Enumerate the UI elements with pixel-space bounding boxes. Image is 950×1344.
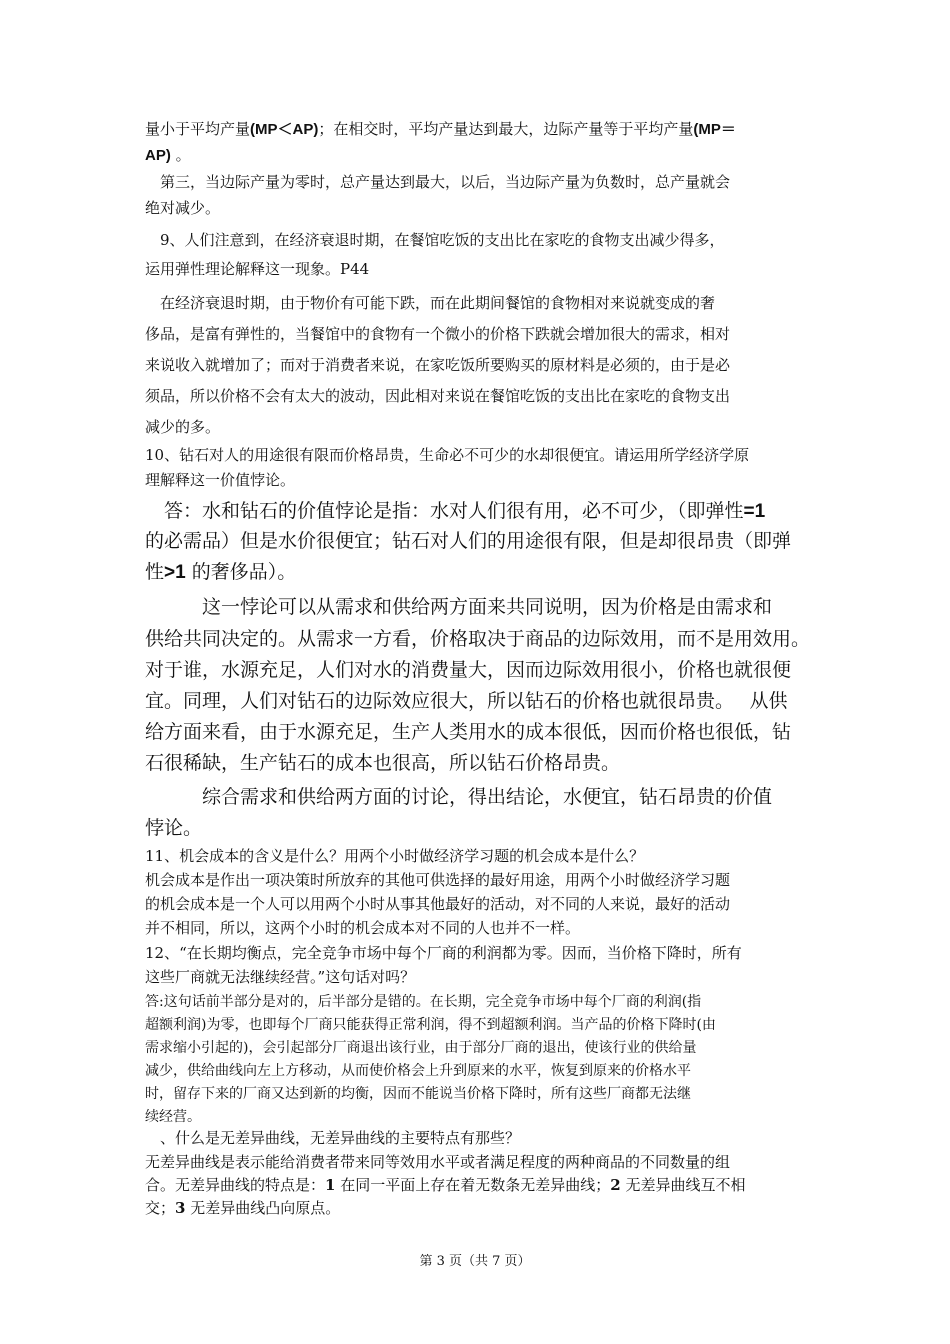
answer-line: 来说收入就增加了；而对于消费者来说，在家吃饭所要购买的原材料是必须的，由于是必 (145, 356, 731, 374)
text-line: 无差异曲线是表示能给消费者带来同等效用水平或者满足程度的两种商品的不同数量的组 (145, 1153, 731, 1171)
answer-large: 供给共同决定的。从需求一方看，价格取决于商品的边际效用，而不是用效用。 (145, 628, 811, 650)
answer-line: 续经营。 (145, 1109, 201, 1125)
answer-large: 这一悖论可以从需求和供给两方面来共同说明，因为价格是由需求和 (145, 596, 773, 618)
text-line: 运用弹性理论解释这一现象。P44 (145, 260, 370, 278)
text-line: AP) 。 (145, 146, 191, 164)
answer-large: 给方面来看，由于水源充足，生产人类用水的成本很低，因而价格也很低，钻 (145, 721, 792, 743)
answer-large: 对于谁，水源充足，人们对水的消费量大，因而边际效用很小，价格也就很便 (145, 659, 792, 681)
text-line: 并不相同，所以，这两个小时的机会成本对不同的人也并不一样。 (145, 919, 581, 937)
answer-line: 超额利润)为零，也即每个厂商只能获得正常利润，得不到超额利润。当产品的价格下降时(由 (145, 1017, 716, 1033)
answer-line: 需求缩小引起的)，会引起部分厂商退出该行业，由于部分厂商的退出，使该行业的供给量 (145, 1040, 697, 1056)
answer-line: 答:这句话前半部分是对的，后半部分是错的。在长期，完全竞争市场中每个厂商的利润(指 (145, 994, 702, 1010)
text-line: 这些厂商就无法继续经营。”这句话对吗？ (145, 968, 416, 986)
text-line: 交；3 无差异曲线凸向原点。 (145, 1199, 341, 1217)
text-line: 第三，当边际产量为零时，总产量达到最大，以后，当边际产量为负数时，总产量就会 (145, 173, 731, 191)
answer-line: 在经济衰退时期，由于物价有可能下跌，而在此期间餐馆的食物相对来说就变成的奢 (145, 294, 716, 312)
answer-line: 减少的多。 (145, 418, 221, 436)
answer-large: 答：水和钻石的价值悖论是指：水对人们很有用，必不可少，（即弹性=1 (145, 500, 766, 522)
text-line: 的机会成本是一个人可以用两个小时从事其他最好的活动，对不同的人来说，最好的活动 (145, 895, 731, 913)
text-line-mp-ap: 量小于平均产量(MP＜AP)；在相交时，平均产量达到最大，边际产量等于平均产量(MP＝ (145, 120, 736, 138)
answer-large: 性>1 的奢侈品）。 (145, 561, 297, 583)
question-indifference-curve: 、什么是无差异曲线，无差异曲线的主要特点有那些？ (145, 1129, 521, 1147)
answer-large: 石很稀缺，生产钻石的成本也很高，所以钻石价格昂贵。 (145, 752, 621, 774)
text-line: 绝对减少。 (145, 199, 221, 217)
answer-line: 减少，供给曲线向左上方移动，从而使价格会上升到原来的水平，恢复到原来的价格水平 (145, 1063, 691, 1079)
answer-line: 时，留存下来的厂商又达到新的均衡，因而不能说当价格下降时，所有这些厂商都无法继 (145, 1086, 691, 1102)
answer-large: 悖论。 (145, 817, 203, 839)
text-line: 理解释这一价值悖论。 (145, 471, 296, 489)
answer-line: 须品，所以价格不会有太大的波动，因此相对来说在餐馆吃饭的支出比在家吃的食物支出 (145, 387, 731, 405)
answer-large: 综合需求和供给两方面的讨论，得出结论，水便宜，钻石昂贵的价值 (145, 786, 773, 808)
answer-large: 宜。同理，人们对钻石的边际效应很大，所以钻石的价格也就很昂贵。 从供 (145, 690, 788, 712)
question-9: 9、人们注意到，在经济衰退时期，在餐馆吃饭的支出比在家吃的食物支出减少得多， (145, 231, 725, 249)
text-line: 合。无差异曲线的特点是：1 在同一平面上存在着无数条无差异曲线；2 无差异曲线互不相 (145, 1176, 746, 1194)
answer-large: 的必需品）但是水价很便宜；钻石对人们的用途很有限，但是却很昂贵（即弹 (145, 530, 792, 552)
question-11: 11、机会成本的含义是什么？用两个小时做经济学习题的机会成本是什么？ (145, 847, 645, 865)
answer-line: 侈品，是富有弹性的，当餐馆中的食物有一个微小的价格下跌就会增加很大的需求，相对 (145, 325, 731, 343)
question-12: 12、“在长期均衡点，完全竞争市场中每个厂商的利润都为零。因而，当价格下降时，所有 (145, 944, 742, 962)
page-footer: 第 3 页（共 7 页） (419, 1254, 531, 1269)
question-10: 10、钻石对人的用途很有限而价格昂贵，生命必不可少的水却很便宜。请运用所学经济学原 (145, 446, 750, 464)
text-line: 机会成本是作出一项决策时所放弃的其他可供选择的最好用途，用两个小时做经济学习题 (145, 871, 731, 889)
